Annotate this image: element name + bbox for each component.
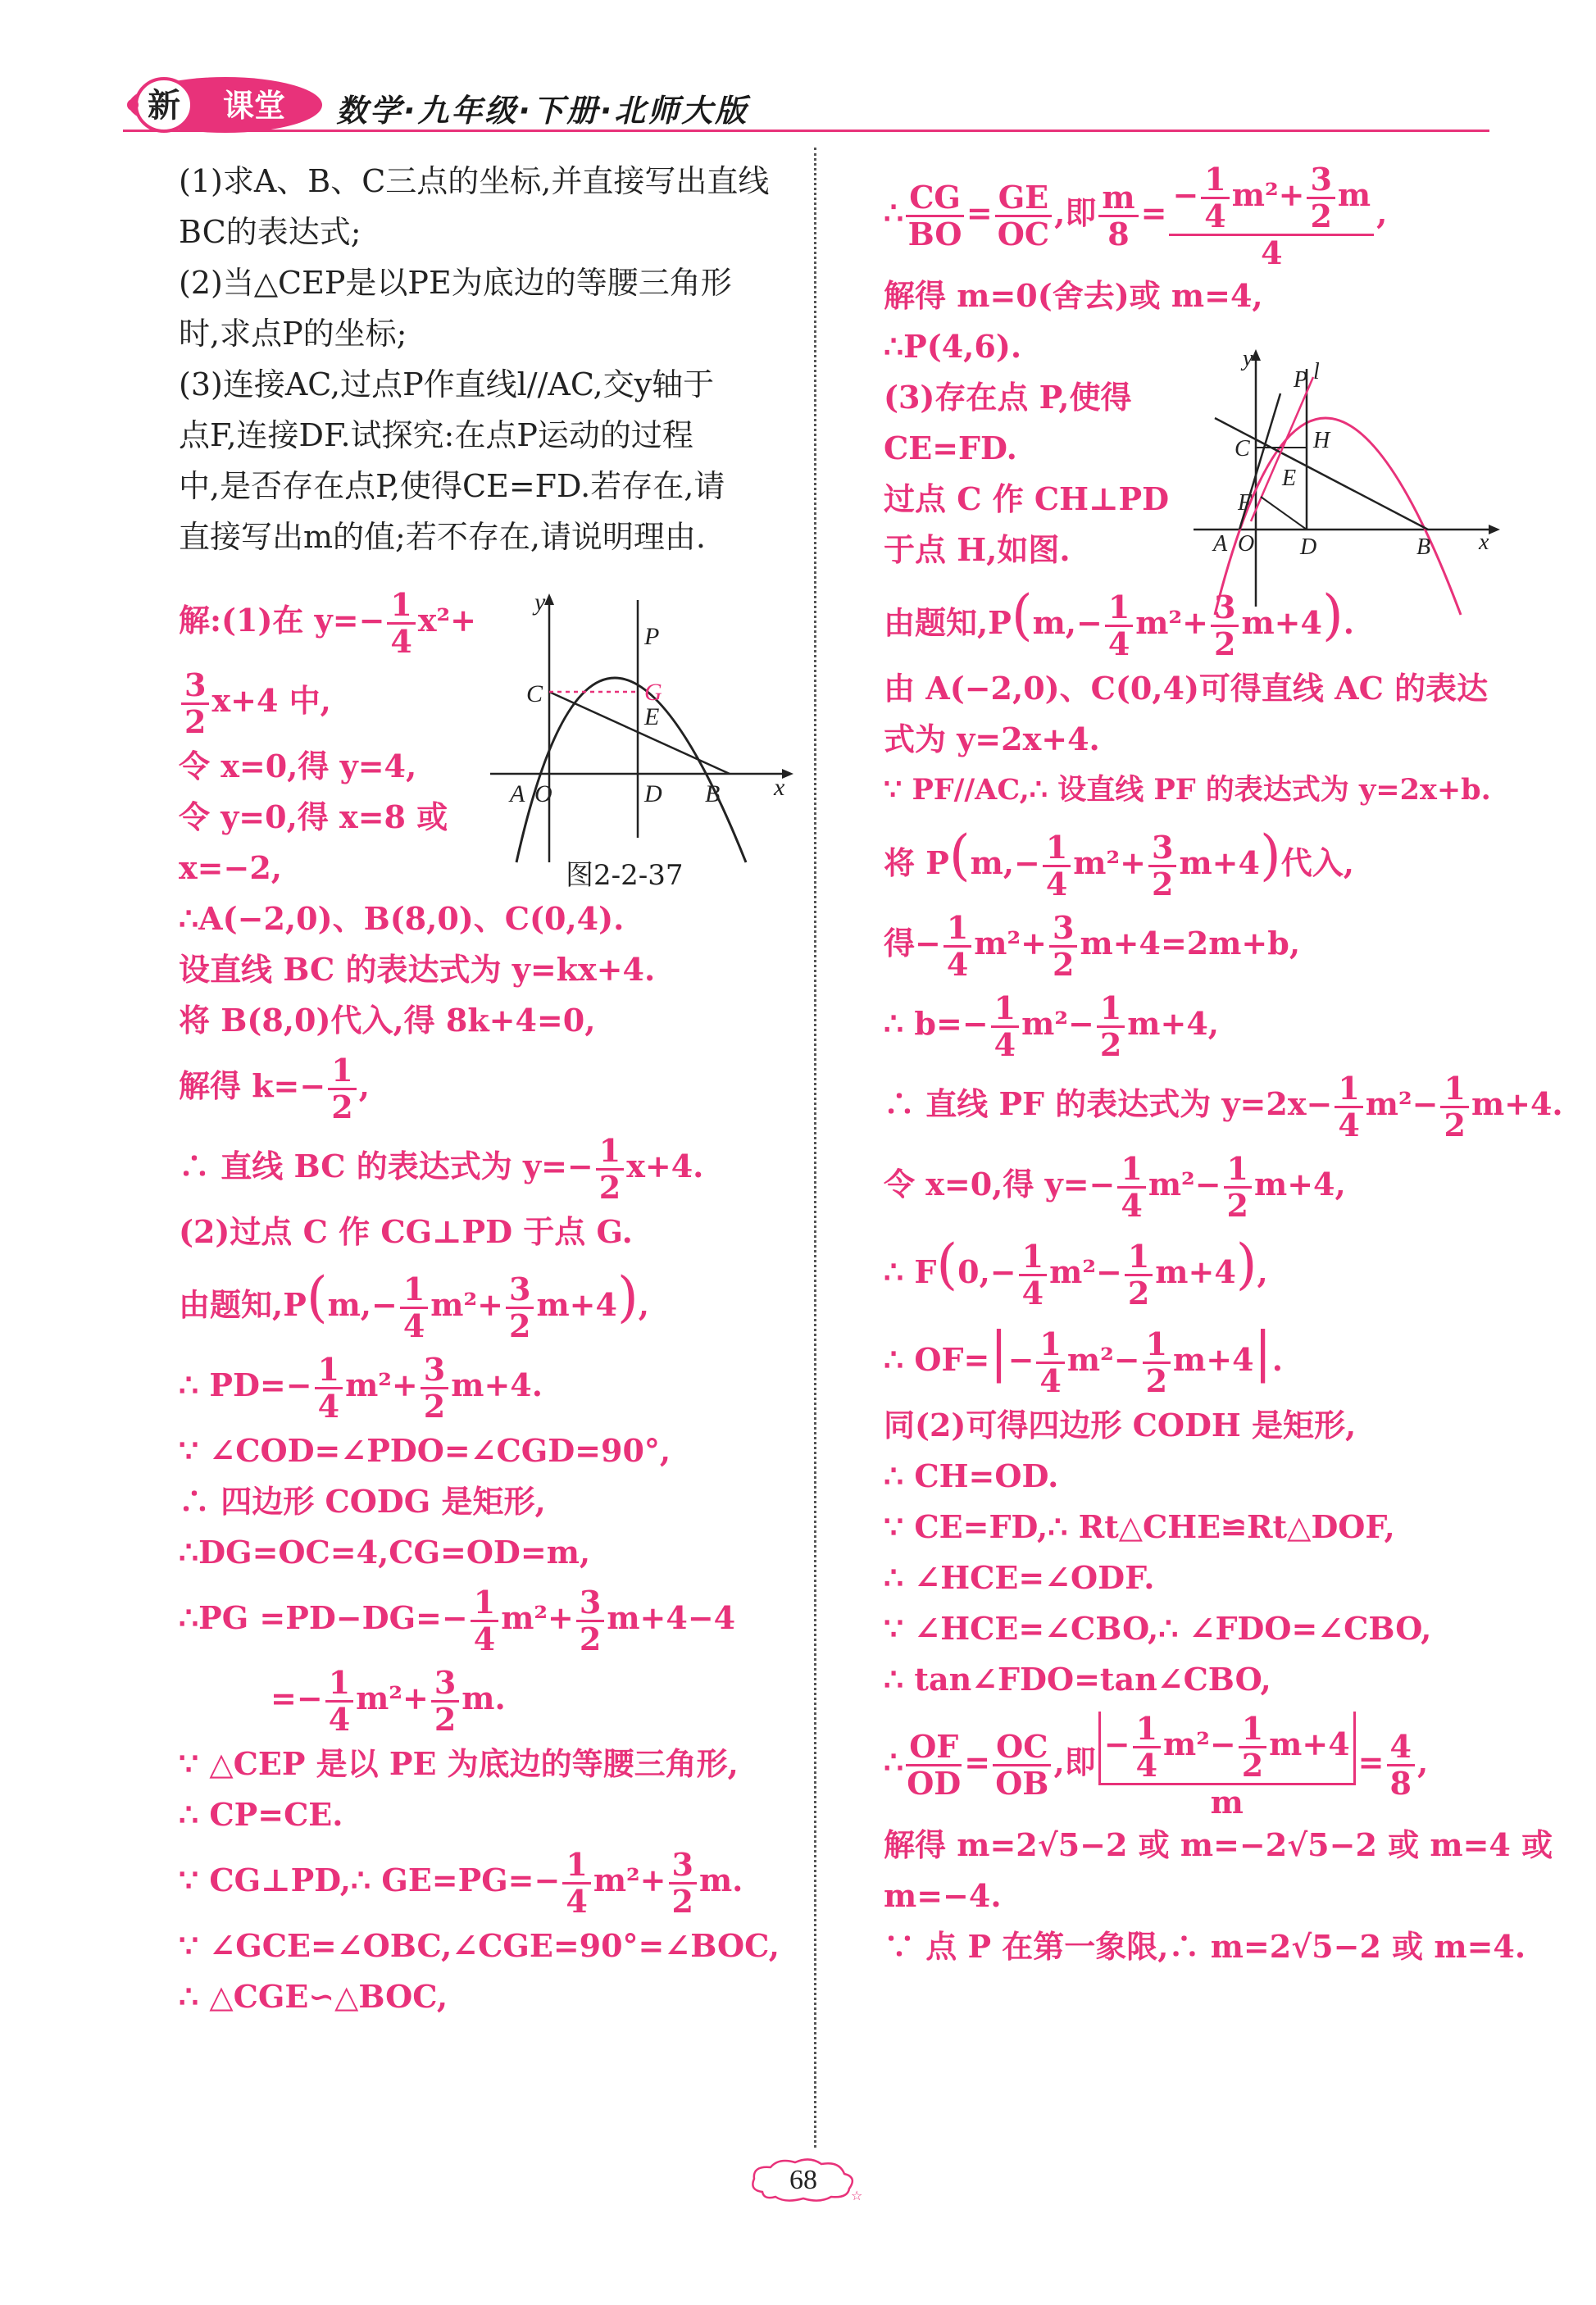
fig2-label-o: O [1238, 531, 1255, 557]
solution-line: ∴ △CGE∽△BOC, [179, 1978, 448, 2015]
solution-line: ∴ $\frac{OF}{OD}$ = $\frac{OC}{OB}$ ,即 − $\frac{1}{4}$ m²− $\frac{1}{2}$ m+4 m = $\frac{4}{8}$ , [884, 1709, 1429, 1821]
solution-line: ∵ ∠HCE=∠CBO,∴ ∠FDO=∠CBO, [884, 1610, 1432, 1647]
header-rule [123, 130, 1489, 132]
solution-line: 将 P(m,− $\frac{1}{4}$ m²+ $\frac{3}{2}$ m+4)代入, [884, 824, 1354, 902]
question-line: 时,求点P的坐标; [179, 316, 407, 352]
solution-line: 将 B(8,0)代入,得 8k+4=0, [179, 1002, 596, 1039]
solution-line: 由题知,P(m,− $\frac{1}{4}$ m²+ $\frac{3}{2}$ m+4). [884, 584, 1354, 662]
solution-figure [1190, 344, 1502, 607]
figure-caption: 图2-2-37 [566, 859, 684, 892]
page-number-badge [746, 2154, 861, 2207]
svg-text:新: 新 [148, 87, 180, 125]
fig1-label-a: A [510, 780, 525, 807]
fig2-label-c: C [1235, 436, 1250, 461]
solution-line: $\frac{3}{2}$ x+4 中, [179, 661, 789, 741]
solution-line: ∵ CG⊥PD,∴ GE=PG=− $\frac{1}{4}$ m²+ $\frac{3}{2}$ m. [179, 1846, 743, 1920]
column-divider [814, 148, 816, 2148]
fig2-label-y: y [1243, 346, 1253, 371]
solution-line: ∵ PF//AC,∴ 设直线 PF 的表达式为 y=2x+b. [884, 773, 1491, 807]
solution-line: ∴DG=OC=4,CG=OD=m, [179, 1534, 591, 1571]
question-line: (1)求A、B、C三点的坐标,并直接写出直线 [179, 163, 770, 199]
svg-text:☆: ☆ [851, 2188, 863, 2203]
solution-line: 令 y=0,得 x=8 或 [179, 798, 448, 835]
solution-line: 解得 k=− $\frac{1}{2}$ , [179, 1052, 370, 1125]
solution-line: ∴ CP=CE. [179, 1796, 343, 1833]
question-line: 直接写出m的值;若不存在,请说明理由. [179, 519, 706, 555]
fig2-label-e: E [1282, 466, 1297, 491]
fig1-label-y: y [534, 589, 546, 616]
solution-line: (2)过点 C 作 CG⊥PD 于点 G. [179, 1213, 633, 1250]
solution-line: ∵ ∠COD=∠PDO=∠CGD=90°, [179, 1432, 671, 1469]
left-column [179, 156, 789, 2022]
fig1-label-c: C [526, 680, 543, 707]
solution-line: ∴ CH=OD. [884, 1457, 1059, 1494]
fig1-label-x: x [774, 774, 785, 801]
solution-line: ∴ 直线 BC 的表达式为 y=− $\frac{1}{2}$ x+4. [179, 1132, 704, 1206]
header-title: 数学·九年级·下册·北师大版 [336, 93, 749, 129]
solution-line: ∵ ∠GCE=∠OBC,∠CGE=90°=∠BOC, [179, 1927, 780, 1964]
solution-line: 过点 C 作 CH⊥PD [884, 480, 1170, 517]
solution-line: ∴ PD=− $\frac{1}{4}$ m²+ $\frac{3}{2}$ m+4. [179, 1351, 543, 1425]
solution-line: 式为 y=2x+4. [884, 721, 1100, 757]
solution-line: =− $\frac{1}{4}$ m²+ $\frac{3}{2}$ m. [271, 1664, 506, 1738]
fig1-label-g: G [644, 679, 662, 706]
solution-line: m=−4. [884, 1877, 1002, 1914]
question-line: (2)当△CEP是以PE为底边的等腰三角形 [179, 265, 732, 301]
fig1-label-p: P [644, 623, 660, 650]
fig2-label-f: F [1238, 490, 1253, 516]
fig1-label-e: E [644, 703, 660, 730]
solution-line: ∴PG =PD−DG=− $\frac{1}{4}$ m²+ $\frac{3}{2}$ m+4−4 [179, 1584, 736, 1657]
solution-line: 由 A(−2,0)、C(0,4)可得直线 AC 的表达 [884, 670, 1489, 707]
solution-line: ∴ 四边形 CODG 是矩形, [179, 1483, 546, 1520]
fig2-label-a: A [1213, 531, 1228, 557]
solution-line: (3)存在点 P,使得 [884, 379, 1132, 416]
solution-line: 令 x=0,得 y=4, [179, 748, 417, 784]
solution-line: ∴ ∠HCE=∠ODF. [884, 1559, 1155, 1596]
solution-line: 解得 m=2√5−2 或 m=−2√5−2 或 m=4 或 [884, 1826, 1553, 1863]
solution-line: ∴ F(0,− $\frac{1}{4}$ m²− $\frac{1}{2}$ m+4), [884, 1233, 1268, 1312]
question-line: 点F,连接DF.试探究:在点P运动的过程 [179, 417, 693, 453]
fig2-label-p: P [1294, 367, 1308, 393]
fig2-label-h: H [1313, 428, 1330, 453]
page-number: 68 [789, 2165, 817, 2195]
question-line: BC的表达式; [179, 214, 361, 250]
question-block [179, 156, 789, 562]
solution-line: ∴ b=− $\frac{1}{4}$ m²− $\frac{1}{2}$ m+4, [884, 989, 1219, 1063]
fig2-label-l: l [1313, 359, 1320, 384]
question-line: (3)连接AC,过点P作直线l//AC,交y轴于 [179, 366, 715, 402]
question-line: 中,是否存在点P,使得CE=FD.若存在,请 [179, 468, 725, 504]
solution-line: ∴P(4,6). [884, 328, 1022, 365]
solution-line: 解:(1)在 y=− $\frac{1}{4}$ x²+ [179, 586, 477, 660]
figure-2-2-37 [484, 589, 795, 862]
solution-line: ∴A(−2,0)、B(8,0)、C(0,4). [179, 900, 625, 937]
svg-text:课堂: 课堂 [222, 88, 286, 124]
solution-line: CE=FD. [884, 430, 1017, 466]
fig2-label-d: D [1300, 534, 1317, 560]
fig2-label-x: x [1479, 530, 1489, 555]
solution-line: ∵ 点 P 在第一象限,∴ m=2√5−2 或 m=4. [884, 1928, 1526, 1965]
fig1-label-b: B [705, 780, 721, 807]
solution-line: x=−2, [179, 849, 283, 886]
fig2-label-b: B [1416, 534, 1431, 560]
solution-line: 令 x=0,得 y=− $\frac{1}{4}$ m²− $\frac{1}{2}$ m+4, [884, 1150, 1346, 1224]
solution-line: ∴ $\frac{CG}{BO}$ = $\frac{GE}{OC}$ ,即 $\frac{m}{8}$ = − $\frac{1}{4}$ m²+ $\frac{3}{2}$ m 4 , [884, 160, 1388, 271]
solution-line: ∴ tan∠FDO=tan∠CBO, [884, 1661, 1271, 1698]
solution-line: ∵ CE=FD,∴ Rt△CHE≌Rt△DOF, [884, 1508, 1395, 1545]
solution-line: 得− $\frac{1}{4}$ m²+ $\frac{3}{2}$ m+4=2m+b, [884, 909, 1301, 983]
brand-badge [123, 72, 328, 136]
solution-line: 设直线 BC 的表达式为 y=kx+4. [179, 951, 656, 988]
solution-line: 由题知,P(m,− $\frac{1}{4}$ m²+ $\frac{3}{2}$ m+4), [179, 1266, 649, 1344]
solution-line: ∵ △CEP 是以 PE 为底边的等腰三角形, [179, 1745, 739, 1782]
solution-line: 同(2)可得四边形 CODH 是矩形, [884, 1407, 1357, 1443]
solution-line: 于点 H,如图. [884, 531, 1071, 568]
solution-line: ∴ OF=|− $\frac{1}{4}$ m²− $\frac{1}{2}$ m+4|. [884, 1321, 1284, 1399]
fig1-label-o: O [534, 780, 552, 807]
fig1-label-d: D [644, 780, 662, 807]
solution-line: 解得 m=0(舍去)或 m=4, [884, 277, 1263, 314]
solution-line: ∴ 直线 PF 的表达式为 y=2x− $\frac{1}{4}$ m²− $\frac{1}{2}$ m+4. [884, 1070, 1563, 1143]
